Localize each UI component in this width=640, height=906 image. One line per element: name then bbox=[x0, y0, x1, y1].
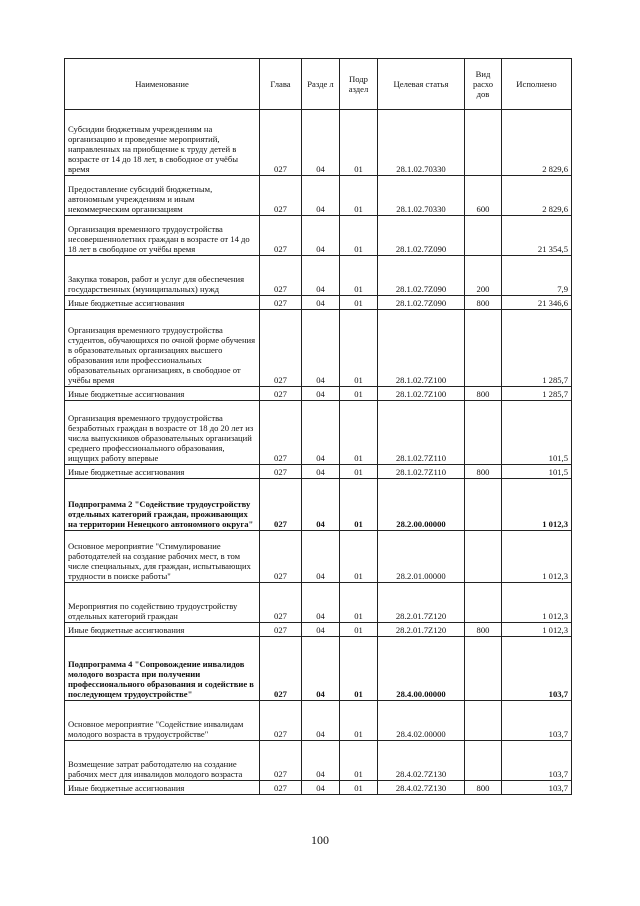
row-expense-type-cell: 800 bbox=[465, 387, 502, 401]
column-header-podrazdel: Подр аздел bbox=[340, 59, 378, 110]
row-glava-cell: 027 bbox=[260, 701, 302, 741]
row-glava-cell: 027 bbox=[260, 637, 302, 701]
table-row bbox=[65, 110, 572, 176]
row-target-article-cell: 28.1.02.7Z110 bbox=[378, 465, 465, 479]
row-name-cell: Подпрограмма 4 "Сопровождение инвалидов молодого возраста при получении профессионального образования и содействие в последующем трудоустройстве" bbox=[65, 637, 260, 701]
row-podrazdel-cell: 01 bbox=[340, 387, 378, 401]
table-row bbox=[65, 479, 572, 531]
row-expense-type-cell: 800 bbox=[465, 465, 502, 479]
row-podrazdel-cell: 01 bbox=[340, 531, 378, 583]
column-header-razdel: Разде л bbox=[302, 59, 340, 110]
row-name-cell: Подпрограмма 2 "Содействие трудоустройству отдельных категорий граждан, проживающих на территории Ненецкого автономного округа" bbox=[65, 479, 260, 531]
row-glava-cell: 027 bbox=[260, 741, 302, 781]
row-podrazdel-cell: 01 bbox=[340, 310, 378, 387]
table-row bbox=[65, 176, 572, 216]
budget-execution-table bbox=[64, 58, 572, 795]
row-executed-cell: 21 354,5 bbox=[502, 216, 572, 256]
row-razdel-cell: 04 bbox=[302, 583, 340, 623]
row-executed-cell: 101,5 bbox=[502, 401, 572, 465]
row-executed-cell: 103,7 bbox=[502, 701, 572, 741]
row-name-cell: Иные бюджетные ассигнования bbox=[65, 296, 260, 310]
row-glava-cell: 027 bbox=[260, 310, 302, 387]
table-row bbox=[65, 465, 572, 479]
row-expense-type-cell: 200 bbox=[465, 256, 502, 296]
row-executed-cell: 1 285,7 bbox=[502, 310, 572, 387]
row-podrazdel-cell: 01 bbox=[340, 637, 378, 701]
row-razdel-cell: 04 bbox=[302, 216, 340, 256]
row-name-cell: Субсидии бюджетным учреждениям на организацию и проведение мероприятий, направленных на приобщение к труду детей в возрасте от 14 до 18 лет, в свободное от учёбы время bbox=[65, 110, 260, 176]
row-razdel-cell: 04 bbox=[302, 741, 340, 781]
row-expense-type-cell bbox=[465, 637, 502, 701]
table-row bbox=[65, 310, 572, 387]
row-name-cell: Организация временного трудоустройства безработных граждан в возрасте от 18 до 20 лет из числа выпускников образовательных организаций среднего профессионального образования, ищущих работу впервые bbox=[65, 401, 260, 465]
row-expense-type-cell bbox=[465, 110, 502, 176]
row-target-article-cell: 28.4.00.00000 bbox=[378, 637, 465, 701]
row-executed-cell: 1 012,3 bbox=[502, 531, 572, 583]
row-razdel-cell: 04 bbox=[302, 296, 340, 310]
row-podrazdel-cell: 01 bbox=[340, 401, 378, 465]
row-executed-cell: 7,9 bbox=[502, 256, 572, 296]
row-podrazdel-cell: 01 bbox=[340, 583, 378, 623]
row-executed-cell: 1 012,3 bbox=[502, 623, 572, 637]
row-podrazdel-cell: 01 bbox=[340, 296, 378, 310]
row-glava-cell: 027 bbox=[260, 531, 302, 583]
row-glava-cell: 027 bbox=[260, 479, 302, 531]
row-razdel-cell: 04 bbox=[302, 465, 340, 479]
table-row bbox=[65, 256, 572, 296]
table-row bbox=[65, 531, 572, 583]
row-glava-cell: 027 bbox=[260, 256, 302, 296]
row-glava-cell: 027 bbox=[260, 583, 302, 623]
row-expense-type-cell bbox=[465, 310, 502, 387]
row-executed-cell: 103,7 bbox=[502, 637, 572, 701]
row-razdel-cell: 04 bbox=[302, 401, 340, 465]
row-podrazdel-cell: 01 bbox=[340, 623, 378, 637]
row-executed-cell: 1 285,7 bbox=[502, 387, 572, 401]
row-glava-cell: 027 bbox=[260, 401, 302, 465]
row-target-article-cell: 28.1.02.7Z100 bbox=[378, 310, 465, 387]
table-row bbox=[65, 583, 572, 623]
row-target-article-cell: 28.2.01.00000 bbox=[378, 531, 465, 583]
row-target-article-cell: 28.2.00.00000 bbox=[378, 479, 465, 531]
row-glava-cell: 027 bbox=[260, 623, 302, 637]
column-header-expense-type: Вид расхо дов bbox=[465, 59, 502, 110]
row-name-cell: Предоставление субсидий бюджетным, автономным учреждениям и иным некоммерческим организациям bbox=[65, 176, 260, 216]
row-podrazdel-cell: 01 bbox=[340, 781, 378, 795]
row-executed-cell: 103,7 bbox=[502, 781, 572, 795]
row-razdel-cell: 04 bbox=[302, 110, 340, 176]
row-razdel-cell: 04 bbox=[302, 256, 340, 296]
row-executed-cell: 2 829,6 bbox=[502, 110, 572, 176]
row-target-article-cell: 28.4.02.00000 bbox=[378, 701, 465, 741]
row-razdel-cell: 04 bbox=[302, 701, 340, 741]
row-executed-cell: 101,5 bbox=[502, 465, 572, 479]
row-target-article-cell: 28.1.02.7Z110 bbox=[378, 401, 465, 465]
row-executed-cell: 2 829,6 bbox=[502, 176, 572, 216]
table-row bbox=[65, 216, 572, 256]
row-glava-cell: 027 bbox=[260, 216, 302, 256]
row-expense-type-cell: 800 bbox=[465, 296, 502, 310]
row-executed-cell: 1 012,3 bbox=[502, 583, 572, 623]
row-name-cell: Иные бюджетные ассигнования bbox=[65, 387, 260, 401]
row-name-cell: Закупка товаров, работ и услуг для обеспечения государственных (муниципальных) нужд bbox=[65, 256, 260, 296]
row-name-cell: Основное мероприятие "Стимулирование работодателей на создание рабочих мест, в том числе специальных, для граждан, испытывающих трудности в поиске работы" bbox=[65, 531, 260, 583]
table-row bbox=[65, 637, 572, 701]
row-name-cell: Иные бюджетные ассигнования bbox=[65, 781, 260, 795]
row-target-article-cell: 28.4.02.7Z130 bbox=[378, 741, 465, 781]
row-podrazdel-cell: 01 bbox=[340, 256, 378, 296]
row-executed-cell: 1 012,3 bbox=[502, 479, 572, 531]
row-podrazdel-cell: 01 bbox=[340, 216, 378, 256]
row-target-article-cell: 28.1.02.70330 bbox=[378, 176, 465, 216]
row-podrazdel-cell: 01 bbox=[340, 465, 378, 479]
column-header-executed: Исполнено bbox=[502, 59, 572, 110]
row-target-article-cell: 28.1.02.7Z090 bbox=[378, 256, 465, 296]
column-header-target-article: Целевая статья bbox=[378, 59, 465, 110]
row-expense-type-cell bbox=[465, 479, 502, 531]
row-name-cell: Иные бюджетные ассигнования bbox=[65, 623, 260, 637]
table-row bbox=[65, 401, 572, 465]
row-target-article-cell: 28.2.01.7Z120 bbox=[378, 583, 465, 623]
table-row bbox=[65, 781, 572, 795]
row-podrazdel-cell: 01 bbox=[340, 110, 378, 176]
page-number: 100 bbox=[311, 833, 329, 847]
row-name-cell: Организация временного трудоустройства студентов, обучающихся по очной форме обучения в образовательных организациях высшего образования или профессиональных образовательных организациях, в свободное от учёбы время bbox=[65, 310, 260, 387]
row-name-cell: Основное мероприятие "Содействие инвалидам молодого возраста в трудоустройстве" bbox=[65, 701, 260, 741]
row-razdel-cell: 04 bbox=[302, 781, 340, 795]
row-razdel-cell: 04 bbox=[302, 387, 340, 401]
row-glava-cell: 027 bbox=[260, 387, 302, 401]
row-expense-type-cell bbox=[465, 701, 502, 741]
row-name-cell: Возмещение затрат работодателю на создание рабочих мест для инвалидов молодого возраста bbox=[65, 741, 260, 781]
row-target-article-cell: 28.1.02.70330 bbox=[378, 110, 465, 176]
row-expense-type-cell: 800 bbox=[465, 623, 502, 637]
row-razdel-cell: 04 bbox=[302, 623, 340, 637]
row-target-article-cell: 28.1.02.7Z090 bbox=[378, 296, 465, 310]
row-glava-cell: 027 bbox=[260, 296, 302, 310]
row-razdel-cell: 04 bbox=[302, 479, 340, 531]
row-executed-cell: 21 346,6 bbox=[502, 296, 572, 310]
row-glava-cell: 027 bbox=[260, 110, 302, 176]
row-expense-type-cell bbox=[465, 741, 502, 781]
row-target-article-cell: 28.4.02.7Z130 bbox=[378, 781, 465, 795]
row-podrazdel-cell: 01 bbox=[340, 741, 378, 781]
table-row bbox=[65, 741, 572, 781]
row-executed-cell: 103,7 bbox=[502, 741, 572, 781]
row-razdel-cell: 04 bbox=[302, 637, 340, 701]
row-name-cell: Организация временного трудоустройства несовершеннолетних граждан в возрасте от 14 до 18 лет в свободное от учёбы время bbox=[65, 216, 260, 256]
row-target-article-cell: 28.2.01.7Z120 bbox=[378, 623, 465, 637]
table-row bbox=[65, 387, 572, 401]
row-expense-type-cell bbox=[465, 531, 502, 583]
row-glava-cell: 027 bbox=[260, 465, 302, 479]
column-header-glava: Глава bbox=[260, 59, 302, 110]
row-podrazdel-cell: 01 bbox=[340, 701, 378, 741]
column-header-name: Наименование bbox=[65, 59, 260, 110]
row-razdel-cell: 04 bbox=[302, 310, 340, 387]
row-glava-cell: 027 bbox=[260, 781, 302, 795]
row-expense-type-cell bbox=[465, 401, 502, 465]
row-target-article-cell: 28.1.02.7Z090 bbox=[378, 216, 465, 256]
row-razdel-cell: 04 bbox=[302, 176, 340, 216]
row-expense-type-cell bbox=[465, 583, 502, 623]
row-podrazdel-cell: 01 bbox=[340, 176, 378, 216]
row-target-article-cell: 28.1.02.7Z100 bbox=[378, 387, 465, 401]
row-name-cell: Мероприятия по содействию трудоустройству отдельных категорий граждан bbox=[65, 583, 260, 623]
row-glava-cell: 027 bbox=[260, 176, 302, 216]
table-row bbox=[65, 701, 572, 741]
row-name-cell: Иные бюджетные ассигнования bbox=[65, 465, 260, 479]
table-row bbox=[65, 623, 572, 637]
row-expense-type-cell bbox=[465, 216, 502, 256]
table-body bbox=[65, 110, 572, 795]
row-razdel-cell: 04 bbox=[302, 531, 340, 583]
table-row bbox=[65, 296, 572, 310]
row-expense-type-cell: 600 bbox=[465, 176, 502, 216]
row-expense-type-cell: 800 bbox=[465, 781, 502, 795]
table-header-row bbox=[65, 59, 572, 110]
row-podrazdel-cell: 01 bbox=[340, 479, 378, 531]
